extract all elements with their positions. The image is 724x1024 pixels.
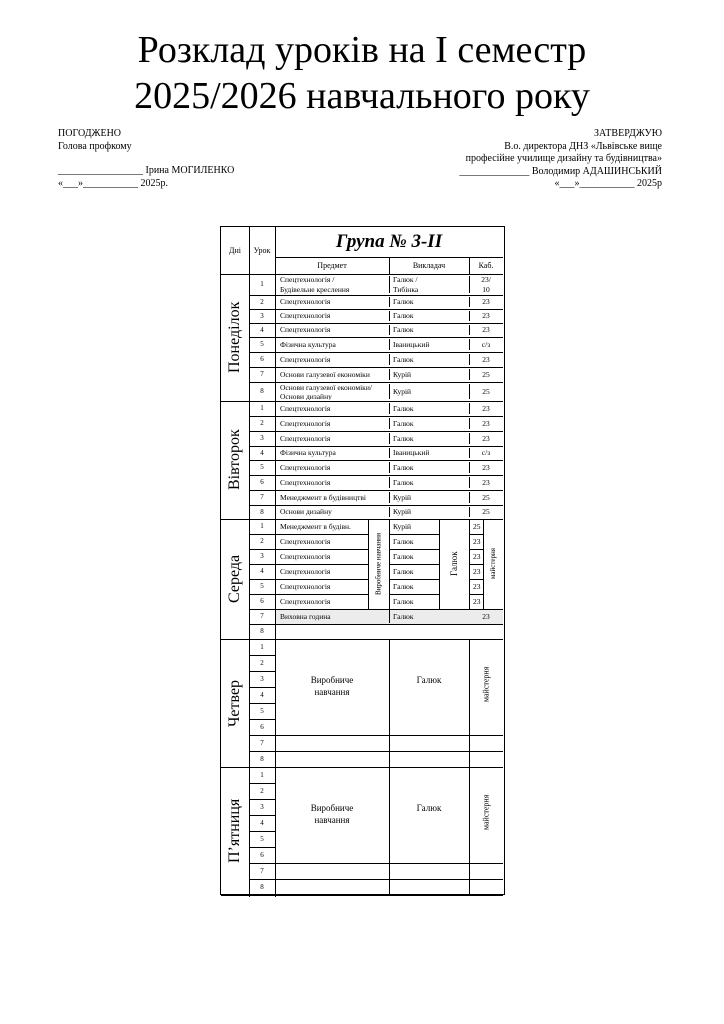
subject-cell: Основи дизайну — [280, 391, 332, 400]
subject-cell: Виховна година — [280, 612, 331, 621]
room-cell: 23 — [482, 434, 490, 443]
lesson-number: 5 — [260, 707, 264, 715]
subject-cell: Фізична культура — [280, 448, 336, 457]
room-cell: 10 — [482, 284, 490, 294]
lesson-number: 3 — [260, 675, 264, 683]
lesson-number: 8 — [260, 387, 264, 395]
subject-cell: Спецтехнологія — [280, 355, 331, 364]
teacher-cell: Галюк / — [393, 275, 418, 284]
agreed-date: «___»___________ 2025р. — [58, 177, 168, 189]
approved-position-line-2: професійне училище дизайну та будівництва» — [465, 153, 662, 164]
agreed-label: ПОГОДЖЕНО — [58, 128, 122, 139]
teacher-cell: Галюк — [393, 612, 414, 621]
block-subject-line-1: Виробниче — [310, 675, 354, 685]
teacher-cell: Галюк — [393, 567, 414, 576]
subject-cell: Будівельне креслення — [280, 284, 350, 294]
lesson-number: 2 — [260, 537, 264, 545]
lesson-number: 8 — [260, 627, 264, 635]
subject-cell: Спецтехнологія — [280, 404, 331, 413]
agreed-signature: _________________ Ірина МОГИЛЕНКО — [58, 165, 235, 176]
room-cell: с/з — [481, 340, 491, 349]
teacher-cell: Курій — [393, 493, 412, 502]
subject-cell: Менеджмент в будівн. — [280, 522, 351, 531]
subject-cell: Основи галузевої економіки — [280, 370, 370, 379]
teacher-cell: Курій — [393, 387, 412, 396]
teacher-cell: Галюк — [393, 478, 414, 487]
lesson-number: 2 — [260, 419, 264, 427]
teacher-cell: Галюк — [393, 552, 414, 561]
col-teacher-header: Викладач — [412, 261, 446, 270]
lesson-number: 5 — [260, 463, 264, 471]
room-cell: 23 — [473, 582, 481, 591]
side-room-label: майстерня — [489, 548, 497, 580]
block-subject-line-1: Виробниче — [310, 803, 354, 813]
teacher-cell: Галюк — [393, 434, 414, 443]
cell-divider — [389, 767, 390, 895]
room-cell: 23 — [482, 612, 490, 621]
room-cell — [469, 624, 503, 639]
subject-cell: Спецтехнологія — [280, 434, 331, 443]
subject-cell: Менеджмент в будівництві — [280, 493, 366, 502]
teacher-cell: Галюк — [393, 582, 414, 591]
block-room: майстерня — [481, 666, 491, 702]
cell-divider — [469, 519, 470, 609]
room-cell: 25 — [482, 507, 490, 516]
block-teacher: Галюк — [416, 675, 442, 685]
teacher-cell: Галюк — [393, 297, 414, 306]
teacher-cell: Галюк — [393, 311, 414, 320]
teacher-cell — [389, 624, 473, 639]
lesson-number: 3 — [260, 312, 264, 320]
lesson-number: 5 — [260, 340, 264, 348]
subject-cell: Спецтехнологія — [280, 597, 331, 606]
cell-divider — [389, 610, 390, 623]
subject-cell — [275, 624, 394, 639]
side-subject-label: Виробниче навчання — [374, 532, 383, 596]
row-divider — [275, 863, 503, 864]
subject-cell: Спецтехнологія — [280, 552, 331, 561]
lesson-number: 2 — [260, 298, 264, 306]
subject-cell: Основи галузевої економіки/ — [280, 383, 372, 392]
lesson-number: 7 — [260, 867, 264, 875]
room-cell: 23 — [473, 552, 481, 561]
lesson-number: 6 — [260, 478, 264, 486]
room-cell: 23 — [473, 597, 481, 606]
lesson-number: 8 — [260, 883, 264, 891]
lesson-number: 3 — [260, 552, 264, 560]
side-teacher-label: Галюк — [449, 551, 459, 577]
row-divider — [275, 735, 503, 736]
teacher-cell: Галюк — [393, 355, 414, 364]
room-cell: 25 — [482, 493, 490, 502]
col-lesson-header: Урок — [253, 246, 271, 255]
row-divider — [275, 879, 503, 880]
schedule-table — [220, 226, 505, 895]
room-cell: 25 — [482, 370, 490, 379]
page-title-line-2: 2025/2026 навчального року — [134, 75, 590, 117]
subject-header-divider — [389, 257, 390, 274]
lesson-number: 3 — [260, 434, 264, 442]
subject-cell: Спецтехнологія — [280, 478, 331, 487]
teacher-cell: Галюк — [393, 597, 414, 606]
teacher-cell: Тибінка — [393, 284, 419, 294]
lesson-number: 1 — [260, 771, 264, 779]
subject-cell: Спецтехнологія — [280, 582, 331, 591]
lesson-number: 6 — [260, 851, 264, 859]
subject-cell: Спецтехнологія — [280, 325, 331, 334]
teacher-cell: Іваницький — [393, 340, 430, 349]
lesson-number: 7 — [260, 612, 264, 620]
block-subject-line-2: навчання — [314, 815, 350, 825]
day-label-0: Понеділок — [226, 301, 243, 374]
room-cell: 23 — [482, 478, 490, 487]
lesson-number: 4 — [260, 326, 264, 334]
col-subject-header: Предмет — [317, 261, 347, 270]
room-cell: 23 — [482, 355, 490, 364]
lesson-number: 4 — [260, 691, 264, 699]
lesson-number: 4 — [260, 449, 264, 457]
approved-position-line-1: В.о. директора ДНЗ «Львівське вище — [504, 140, 662, 152]
room-cell: 23 — [473, 537, 481, 546]
lesson-number: 4 — [260, 819, 264, 827]
day-label-3: Четвер — [226, 679, 243, 727]
subject-cell: Спецтехнологія — [280, 297, 331, 306]
lesson-number: 8 — [260, 755, 264, 763]
teacher-cell: Галюк — [393, 537, 414, 546]
teacher-cell: Іваницький — [393, 448, 430, 457]
lesson-number: 7 — [260, 739, 264, 747]
agreed-position: Голова профкому — [58, 140, 132, 152]
day-divider — [221, 895, 503, 896]
lesson-number: 6 — [260, 597, 264, 605]
room-cell: 23 — [482, 297, 490, 306]
subject-cell: Спецтехнологія — [280, 537, 331, 546]
lesson-number: 4 — [260, 567, 264, 575]
group-title: Група № 3-II — [335, 231, 443, 252]
col-days-header: Дні — [229, 246, 241, 255]
cell-divider — [389, 639, 390, 767]
subject-cell: Спецтехнологія — [280, 463, 331, 472]
lesson-number: 6 — [260, 355, 264, 363]
approved-block — [459, 128, 662, 191]
lesson-number: 7 — [260, 370, 264, 378]
teacher-cell: Галюк — [393, 325, 414, 334]
block-subject-line-2: навчання — [314, 687, 350, 697]
lesson-number: 3 — [260, 803, 264, 811]
lesson-number: 7 — [260, 493, 264, 501]
lesson-number: 2 — [260, 659, 264, 667]
subject-cell: Основи дизайну — [280, 507, 332, 516]
teacher-header-divider — [469, 257, 470, 274]
teacher-cell: Курій — [393, 370, 412, 379]
agreed-block — [58, 128, 234, 190]
teacher-cell: Курій — [393, 522, 412, 531]
teacher-cell: Галюк — [393, 419, 414, 428]
room-cell: 23 — [482, 419, 490, 428]
subject-cell: Спецтехнологія — [280, 567, 331, 576]
lesson-number: 2 — [260, 787, 264, 795]
day-label-1: Вівторок — [226, 429, 243, 491]
block-room: майстерня — [481, 794, 491, 830]
cell-divider — [389, 519, 390, 609]
room-cell: 23 — [482, 463, 490, 472]
room-cell: 23/ — [481, 275, 491, 284]
room-cell: 23 — [482, 404, 490, 413]
day-label-2: Середа — [226, 554, 243, 604]
room-cell: 23 — [482, 325, 490, 334]
block-teacher: Галюк — [416, 803, 442, 813]
teacher-cell: Галюк — [393, 463, 414, 472]
lesson-number: 1 — [260, 280, 264, 288]
approved-signature: ______________ Володимир АДАШИНСЬКИЙ — [459, 165, 662, 177]
lesson-number: 8 — [260, 508, 264, 516]
lesson-number: 1 — [260, 404, 264, 412]
approved-label: ЗАТВЕРДЖУЮ — [593, 128, 662, 139]
row-divider — [275, 751, 503, 752]
room-cell: 25 — [473, 522, 481, 531]
lesson-number: 5 — [260, 835, 264, 843]
subject-cell: Спецтехнологія — [280, 311, 331, 320]
room-cell: с/з — [481, 448, 491, 457]
room-cell: 23 — [482, 311, 490, 320]
subject-cell: Фізична культура — [280, 340, 336, 349]
lesson-number: 1 — [260, 643, 264, 651]
col-room-header: Каб. — [478, 261, 494, 270]
subject-cell: Спецтехнологія — [280, 419, 331, 428]
subject-cell: Спецтехнологія / — [280, 275, 335, 284]
room-cell: 23 — [473, 567, 481, 576]
page-title-line-1: Розклад уроків на I семестр — [137, 29, 587, 71]
teacher-cell: Курій — [393, 507, 412, 516]
lesson-number: 6 — [260, 723, 264, 731]
lesson-number: 1 — [260, 522, 264, 530]
room-cell: 25 — [482, 387, 490, 396]
row-divider — [275, 609, 503, 610]
lesson-number: 5 — [260, 582, 264, 590]
day-label-4: П’ятниця — [226, 798, 243, 864]
approved-date: «___»___________ 2025р — [554, 178, 662, 189]
teacher-cell: Галюк — [393, 404, 414, 413]
